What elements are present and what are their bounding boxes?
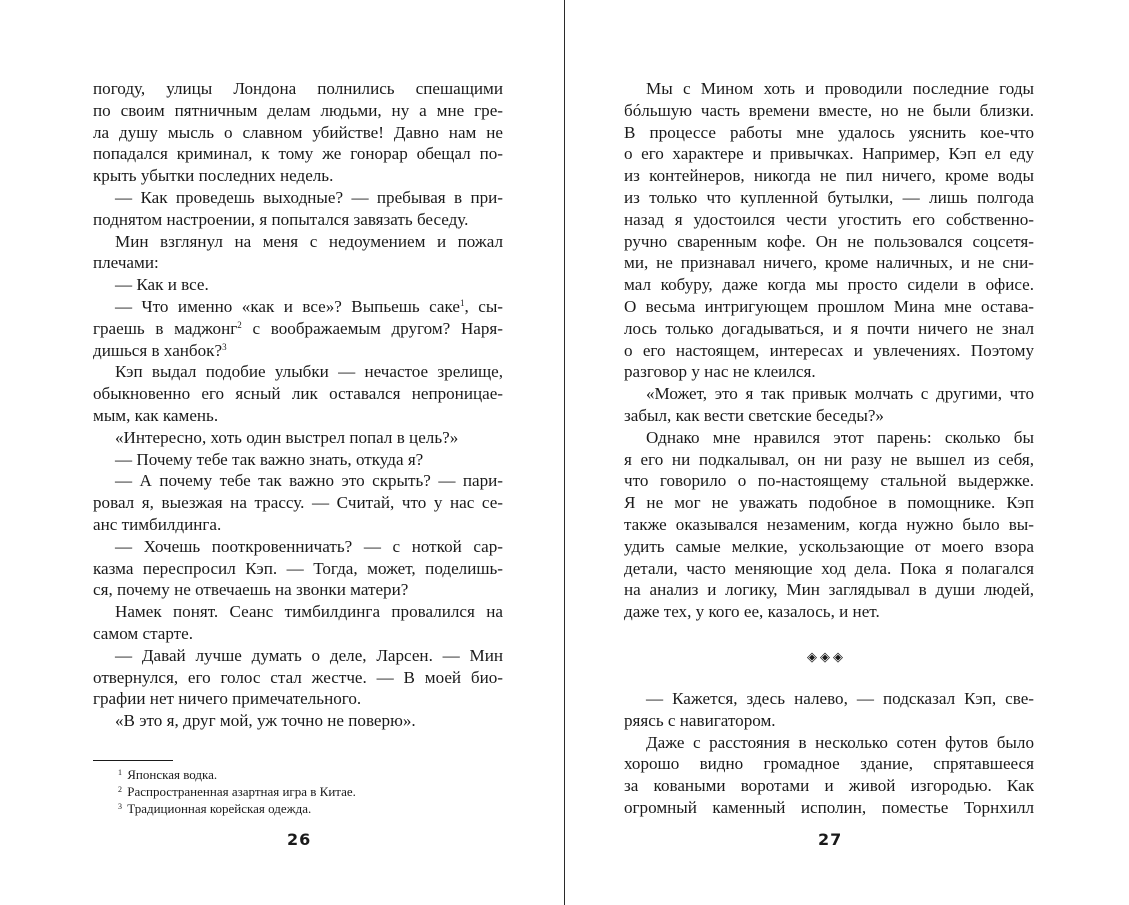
text-line: казма переспросил Кэп. — Тогда, может, поделишь- <box>93 558 503 578</box>
text-line: самом старте. <box>93 623 194 643</box>
text-line: погоду, улицы Лондона полнились спешащими <box>93 79 503 98</box>
text-line: что говорило о по-настоящему стальной выдержке. <box>624 471 1034 491</box>
text-line: ручно сваренным кофе. Он не пользовался соцсетя- <box>624 231 1034 251</box>
text-line: крыть убытки последних недель. <box>93 166 334 186</box>
text-line: даже тех, у кого ее, казалось, и нет. <box>624 602 880 622</box>
text-line: граешь в маджонг$^2$ с воображаемым другом? Наря- <box>93 318 503 338</box>
left-page-text <box>93 78 503 732</box>
text-line: «В это я, друг мой, уж точно не поверю». <box>115 711 416 731</box>
text-line: Мин взглянул на меня с недоумением и пожал <box>115 231 503 251</box>
text-line: разговор у нас не клеился. <box>624 362 816 382</box>
text-line: отвернулся, его голос стал жестче. — В моей био- <box>93 667 503 687</box>
text-line: — А почему тебе так важно это скрыть? — пари- <box>115 471 503 491</box>
text-line: В процессе работы мне удалось уяснить кое-что <box>624 122 1034 142</box>
text-line: мал кобуру, даже когда мы просто сидели в офисе. <box>624 275 1034 295</box>
right-page-text <box>624 78 1034 623</box>
text-line: ми, не признавал ничего, кроме наличных, и не сни- <box>624 253 1034 273</box>
text-line: удить самые мелкие, ускользающие от моего взора <box>624 536 1034 556</box>
text-line: бóльшую часть времени вместе, но не были близки. <box>624 100 1034 120</box>
text-line: Даже с расстояния в несколько сотен футов было <box>646 732 1034 752</box>
footnote-2: $^2$ Распространенная азартная игра в Китае. <box>118 784 356 799</box>
text-line: анс тимбилдинга. <box>93 514 222 534</box>
text-line: «Может, это я так привык молчать с другими, что <box>646 384 1034 404</box>
text-line: Я не мог не уважать подобное в помощнике. Кэп <box>624 493 1034 513</box>
text-line: — Как проведешь выходные? — пребывая в при- <box>115 187 503 207</box>
right-page-text-after-break <box>624 688 1034 819</box>
text-line: о его характере и привычках. Например, Кэп ел еду <box>624 144 1034 164</box>
text-line: — Хочешь пооткровенничать? — с ноткой сар- <box>115 536 503 556</box>
text-line: из только что купленной бутылки, — лишь полгода <box>624 187 1034 207</box>
text-line: на анализ и логику, Мин заглядывал в души людей, <box>624 580 1034 600</box>
text-line: огромный каменный исполин, поместье Торнхилл <box>624 797 1034 817</box>
text-line: мым, как камень. <box>93 405 219 425</box>
text-line: ровал я, выезжая на трассу. — Считай, что у нас се- <box>93 493 503 513</box>
text-line: забыл, как вести светские беседы?» <box>624 405 884 425</box>
footnote-1: $^1$ Японская водка. <box>118 767 218 782</box>
text-line: «Интересно, хоть один выстрел попал в цель?» <box>115 427 459 447</box>
text-line: назад я удостоился чести угостить его собственно- <box>624 209 1034 229</box>
text-line: поднятом настроении, я попытался завязать беседу. <box>93 209 469 229</box>
text-line: о его настоящем, интересах и увлечениях. Поэтому <box>624 340 1034 360</box>
page-number-left: 26 <box>287 830 312 849</box>
text-line: детали, часто меняющие ход дела. Пока я полагался <box>624 558 1034 578</box>
text-line: — Кажется, здесь налево, — подсказал Кэп, све- <box>646 689 1034 708</box>
text-line: Кэп выдал подобие улыбки — нечастое зрелище, <box>115 362 503 382</box>
page-number-right: 27 <box>818 830 843 849</box>
text-line: Однако мне нравился этот парень: сколько бы <box>646 427 1034 447</box>
text-line: из контейнеров, никогда не пил ничего, кроме воды <box>624 166 1034 186</box>
text-line: за коваными воротами и живой изгородью. Как <box>624 776 1034 796</box>
text-line: графии нет ничего примечательного. <box>93 689 362 709</box>
text-line: О весьма интригующем прошлом Мина мне остава- <box>624 296 1034 316</box>
footnote-rule <box>93 760 173 761</box>
text-line: — Что именно «как и все»? Выпьешь саке$^1$, сы- <box>115 296 504 316</box>
text-line: Мы с Мином хоть и проводили последние годы <box>646 79 1034 98</box>
section-break-ornament: ◈◈◈ <box>807 650 846 665</box>
text-line: лось только догадываться, и я почти ничего не знал <box>624 318 1034 338</box>
text-line: дишься в ханбок?$^3$ <box>93 340 227 360</box>
text-line: ла душу мысль о славном убийстве! Давно нам не <box>93 122 503 142</box>
text-line: — Почему тебе так важно знать, откуда я? <box>115 449 424 469</box>
text-line: обыкновенно его ясный лик оставался непроницае- <box>93 384 503 404</box>
text-line: ся, почему не отвечаешь на звонки матери? <box>93 580 409 600</box>
text-line: ряясь с навигатором. <box>624 710 776 730</box>
footnotes <box>118 766 356 817</box>
text-line: — Давай лучше думать о деле, Ларсен. — Мин <box>115 645 503 665</box>
text-line: Намек понят. Сеанс тимбилдинга провалился на <box>115 602 503 622</box>
text-line: я его ни подкалывал, он ни разу не вышел из себя, <box>624 449 1034 469</box>
book-spine <box>564 0 565 905</box>
text-line: также оказывался незаменим, когда нужно было вы- <box>624 514 1034 534</box>
footnote-3: $^3$ Традиционная корейская одежда. <box>118 801 312 816</box>
text-line: по своим пятничным делам людьми, ну а мне гре- <box>93 100 503 120</box>
text-line: попадался криминал, к тому же гонорар обещал по- <box>93 144 503 164</box>
text-line: плечами: <box>93 253 159 273</box>
text-line: — Как и все. <box>115 275 209 295</box>
text-line: хорошо видно громадное здание, спрятавшееся <box>624 754 1034 774</box>
